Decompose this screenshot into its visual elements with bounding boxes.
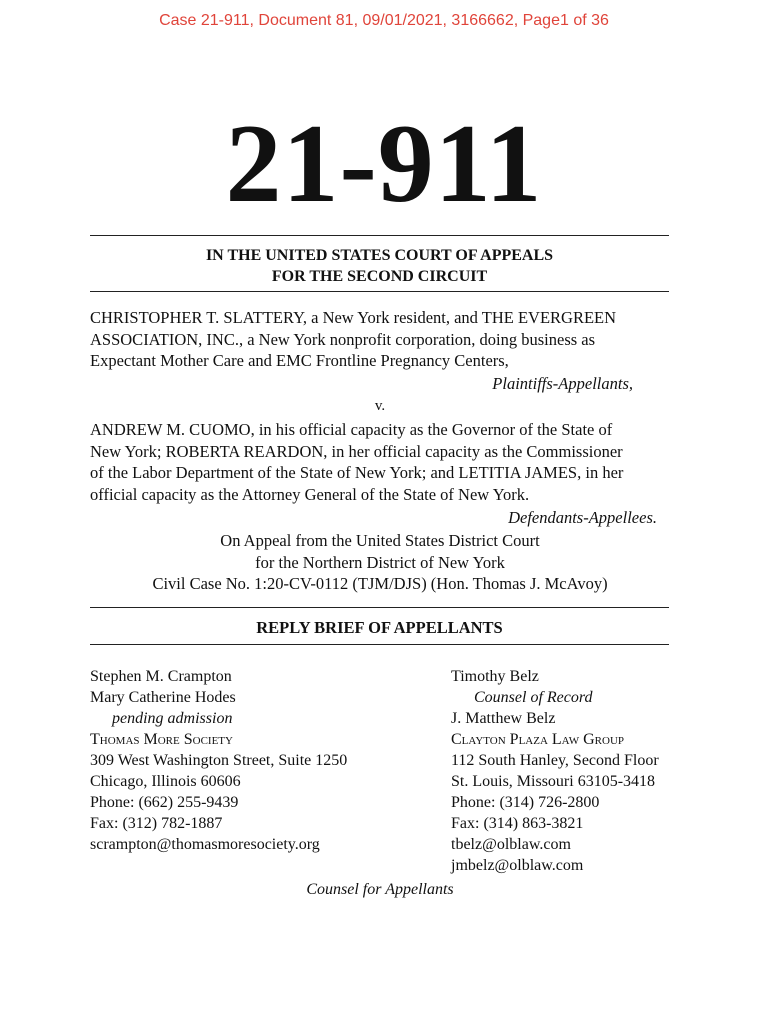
counsel-fax: Fax: (314) 863-3821 — [451, 815, 584, 832]
defendants-block — [90, 419, 690, 505]
court-name-line1: IN THE UNITED STATES COURT OF APPEALS — [205, 247, 554, 264]
divider-brief-bottom — [90, 644, 669, 645]
counsel-for-label: Counsel for Appellants — [306, 881, 454, 898]
defendants-line: ANDREW M. CUOMO, in his official capacity as the Governor of the State of — [90, 420, 613, 439]
counsel-address: 309 West Washington Street, Suite 1250 — [90, 752, 348, 769]
counsel-firm: Clayton Plaza Law Group — [451, 731, 625, 748]
divider-brief-top — [90, 607, 669, 608]
counsel-phone: Phone: (314) 726-2800 — [451, 794, 600, 811]
counsel-address: Chicago, Illinois 60606 — [90, 773, 241, 790]
appeal-block — [90, 530, 670, 595]
defendants-line: official capacity as the Attorney General of the State of New York. — [90, 484, 530, 504]
defendants-line: New York; ROBERTA REARDON, in her official capacity as the Commissioner — [90, 441, 623, 461]
counsel-right-column — [451, 666, 751, 876]
counsel-firm: Thomas More Society — [90, 731, 233, 748]
plaintiffs-line: ASSOCIATION, INC., a New York nonprofit corporation, doing business as — [90, 329, 596, 349]
case-number-title: 21-911 — [225, 102, 543, 226]
plaintiffs-role: Plaintiffs-Appellants, — [492, 374, 633, 393]
brief-title: REPLY BRIEF OF APPELLANTS — [256, 618, 503, 637]
appeal-line: for the Northern District of New York — [255, 552, 505, 572]
counsel-name: Mary Catherine Hodes — [90, 689, 236, 706]
counsel-email-link[interactable]: scrampton@thomasmoresociety.org — [90, 836, 320, 853]
divider-top — [90, 235, 669, 236]
defendants-role: Defendants-Appellees. — [508, 508, 657, 527]
counsel-note: Counsel of Record — [474, 689, 593, 706]
plaintiffs-line: Expectant Mother Care and EMC Frontline Pregnancy Centers, — [90, 351, 509, 370]
appeal-line: Civil Case No. 1:20-CV-0112 (TJM/DJS) (Hon. Thomas J. McAvoy) — [152, 574, 608, 593]
counsel-name: Timothy Belz — [451, 668, 539, 685]
counsel-name: Stephen M. Crampton — [90, 668, 232, 685]
plaintiffs-line: CHRISTOPHER T. SLATTERY, a New York resident, and THE EVERGREEN — [90, 308, 617, 327]
counsel-left-column — [90, 666, 420, 855]
court-name-line2: FOR THE SECOND CIRCUIT — [271, 268, 488, 285]
counsel-address: 112 South Hanley, Second Floor — [451, 752, 659, 769]
counsel-address: St. Louis, Missouri 63105-3418 — [451, 773, 656, 790]
appeal-line: On Appeal from the United States District Court — [220, 531, 540, 550]
counsel-phone: Phone: (662) 255-9439 — [90, 794, 239, 811]
plaintiffs-block — [90, 307, 690, 372]
divider-court — [90, 291, 669, 292]
counsel-note: pending admission — [112, 710, 233, 727]
document-stamp: Case 21-911, Document 81, 09/01/2021, 3166662, Page1 of 36 — [159, 12, 609, 29]
counsel-fax: Fax: (312) 782-1887 — [90, 815, 223, 832]
counsel-name: J. Matthew Belz — [451, 710, 556, 727]
counsel-email-link[interactable]: tbelz@olblaw.com — [451, 836, 571, 853]
defendants-line: of the Labor Department of the State of New York; and LETITIA JAMES, in her — [90, 463, 624, 482]
versus-label: v. — [374, 398, 386, 414]
counsel-email-link[interactable]: jmbelz@olblaw.com — [451, 857, 584, 874]
